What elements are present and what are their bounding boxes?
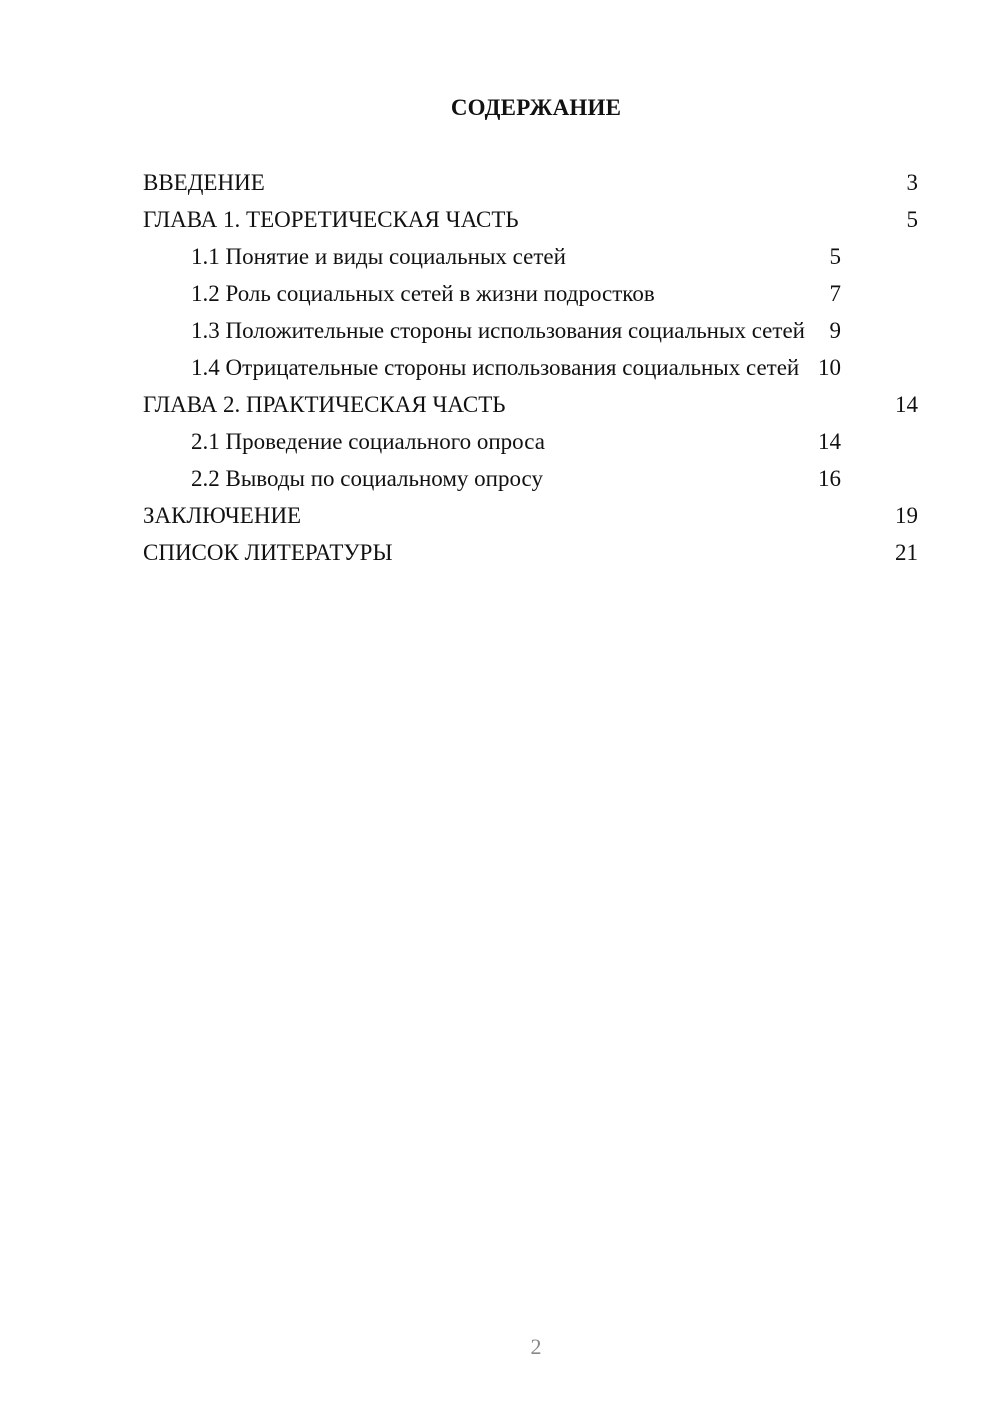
toc-entry-label: ГЛАВА 1. ТЕОРЕТИЧЕСКАЯ ЧАСТЬ — [143, 207, 519, 232]
toc-entry-page: 9 — [829, 318, 841, 343]
page-title: СОДЕРЖАНИЕ — [450, 95, 622, 120]
toc-entry-page: 5 — [829, 244, 841, 269]
toc-entry-section-1-3[interactable] — [143, 318, 918, 344]
toc-entry-label: ЗАКЛЮЧЕНИЕ — [143, 503, 302, 528]
page-number: 2 — [530, 1334, 542, 1359]
toc-entry-section-1-2[interactable] — [143, 281, 918, 307]
toc-entry-page: 3 — [906, 170, 918, 195]
toc-entry-page: 10 — [818, 355, 841, 380]
toc-entry-page: 14 — [818, 429, 841, 454]
toc-entry-page: 19 — [895, 503, 918, 528]
toc-entry-label: 1.1 Понятие и виды социальных сетей — [191, 244, 566, 269]
toc-entry-section-1-1[interactable] — [143, 244, 918, 270]
toc-entry-references[interactable] — [143, 540, 918, 566]
toc-entry-introduction[interactable] — [143, 170, 918, 196]
toc-entry-section-2-1[interactable] — [143, 429, 918, 455]
toc-entry-label: 1.4 Отрицательные стороны использования социальных сетей — [191, 355, 800, 380]
toc-entry-chapter-1[interactable] — [143, 207, 918, 233]
toc-entry-label: ВВЕДЕНИЕ — [143, 170, 265, 195]
toc-entry-page: 5 — [906, 207, 918, 232]
toc-entry-conclusion[interactable] — [143, 503, 918, 529]
toc-entry-label: 1.2 Роль социальных сетей в жизни подростков — [191, 281, 655, 306]
toc-entry-page: 7 — [829, 281, 841, 306]
toc-entry-label: 2.1 Проведение социального опроса — [191, 429, 545, 454]
toc-entry-page: 21 — [895, 540, 918, 565]
toc-entry-section-1-4[interactable] — [143, 355, 918, 381]
toc-entry-page: 14 — [895, 392, 918, 417]
toc-entry-chapter-2[interactable] — [143, 392, 918, 418]
toc-entry-section-2-2[interactable] — [143, 466, 918, 492]
toc-entry-label: СПИСОК ЛИТЕРАТУРЫ — [143, 540, 393, 565]
toc-entry-label: 2.2 Выводы по социальному опросу — [191, 466, 543, 491]
toc-entry-label: 1.3 Положительные стороны использования социальных сетей — [191, 318, 805, 343]
toc-entry-page: 16 — [818, 466, 841, 491]
table-of-contents — [143, 170, 918, 577]
toc-entry-label: ГЛАВА 2. ПРАКТИЧЕСКАЯ ЧАСТЬ — [143, 392, 506, 417]
